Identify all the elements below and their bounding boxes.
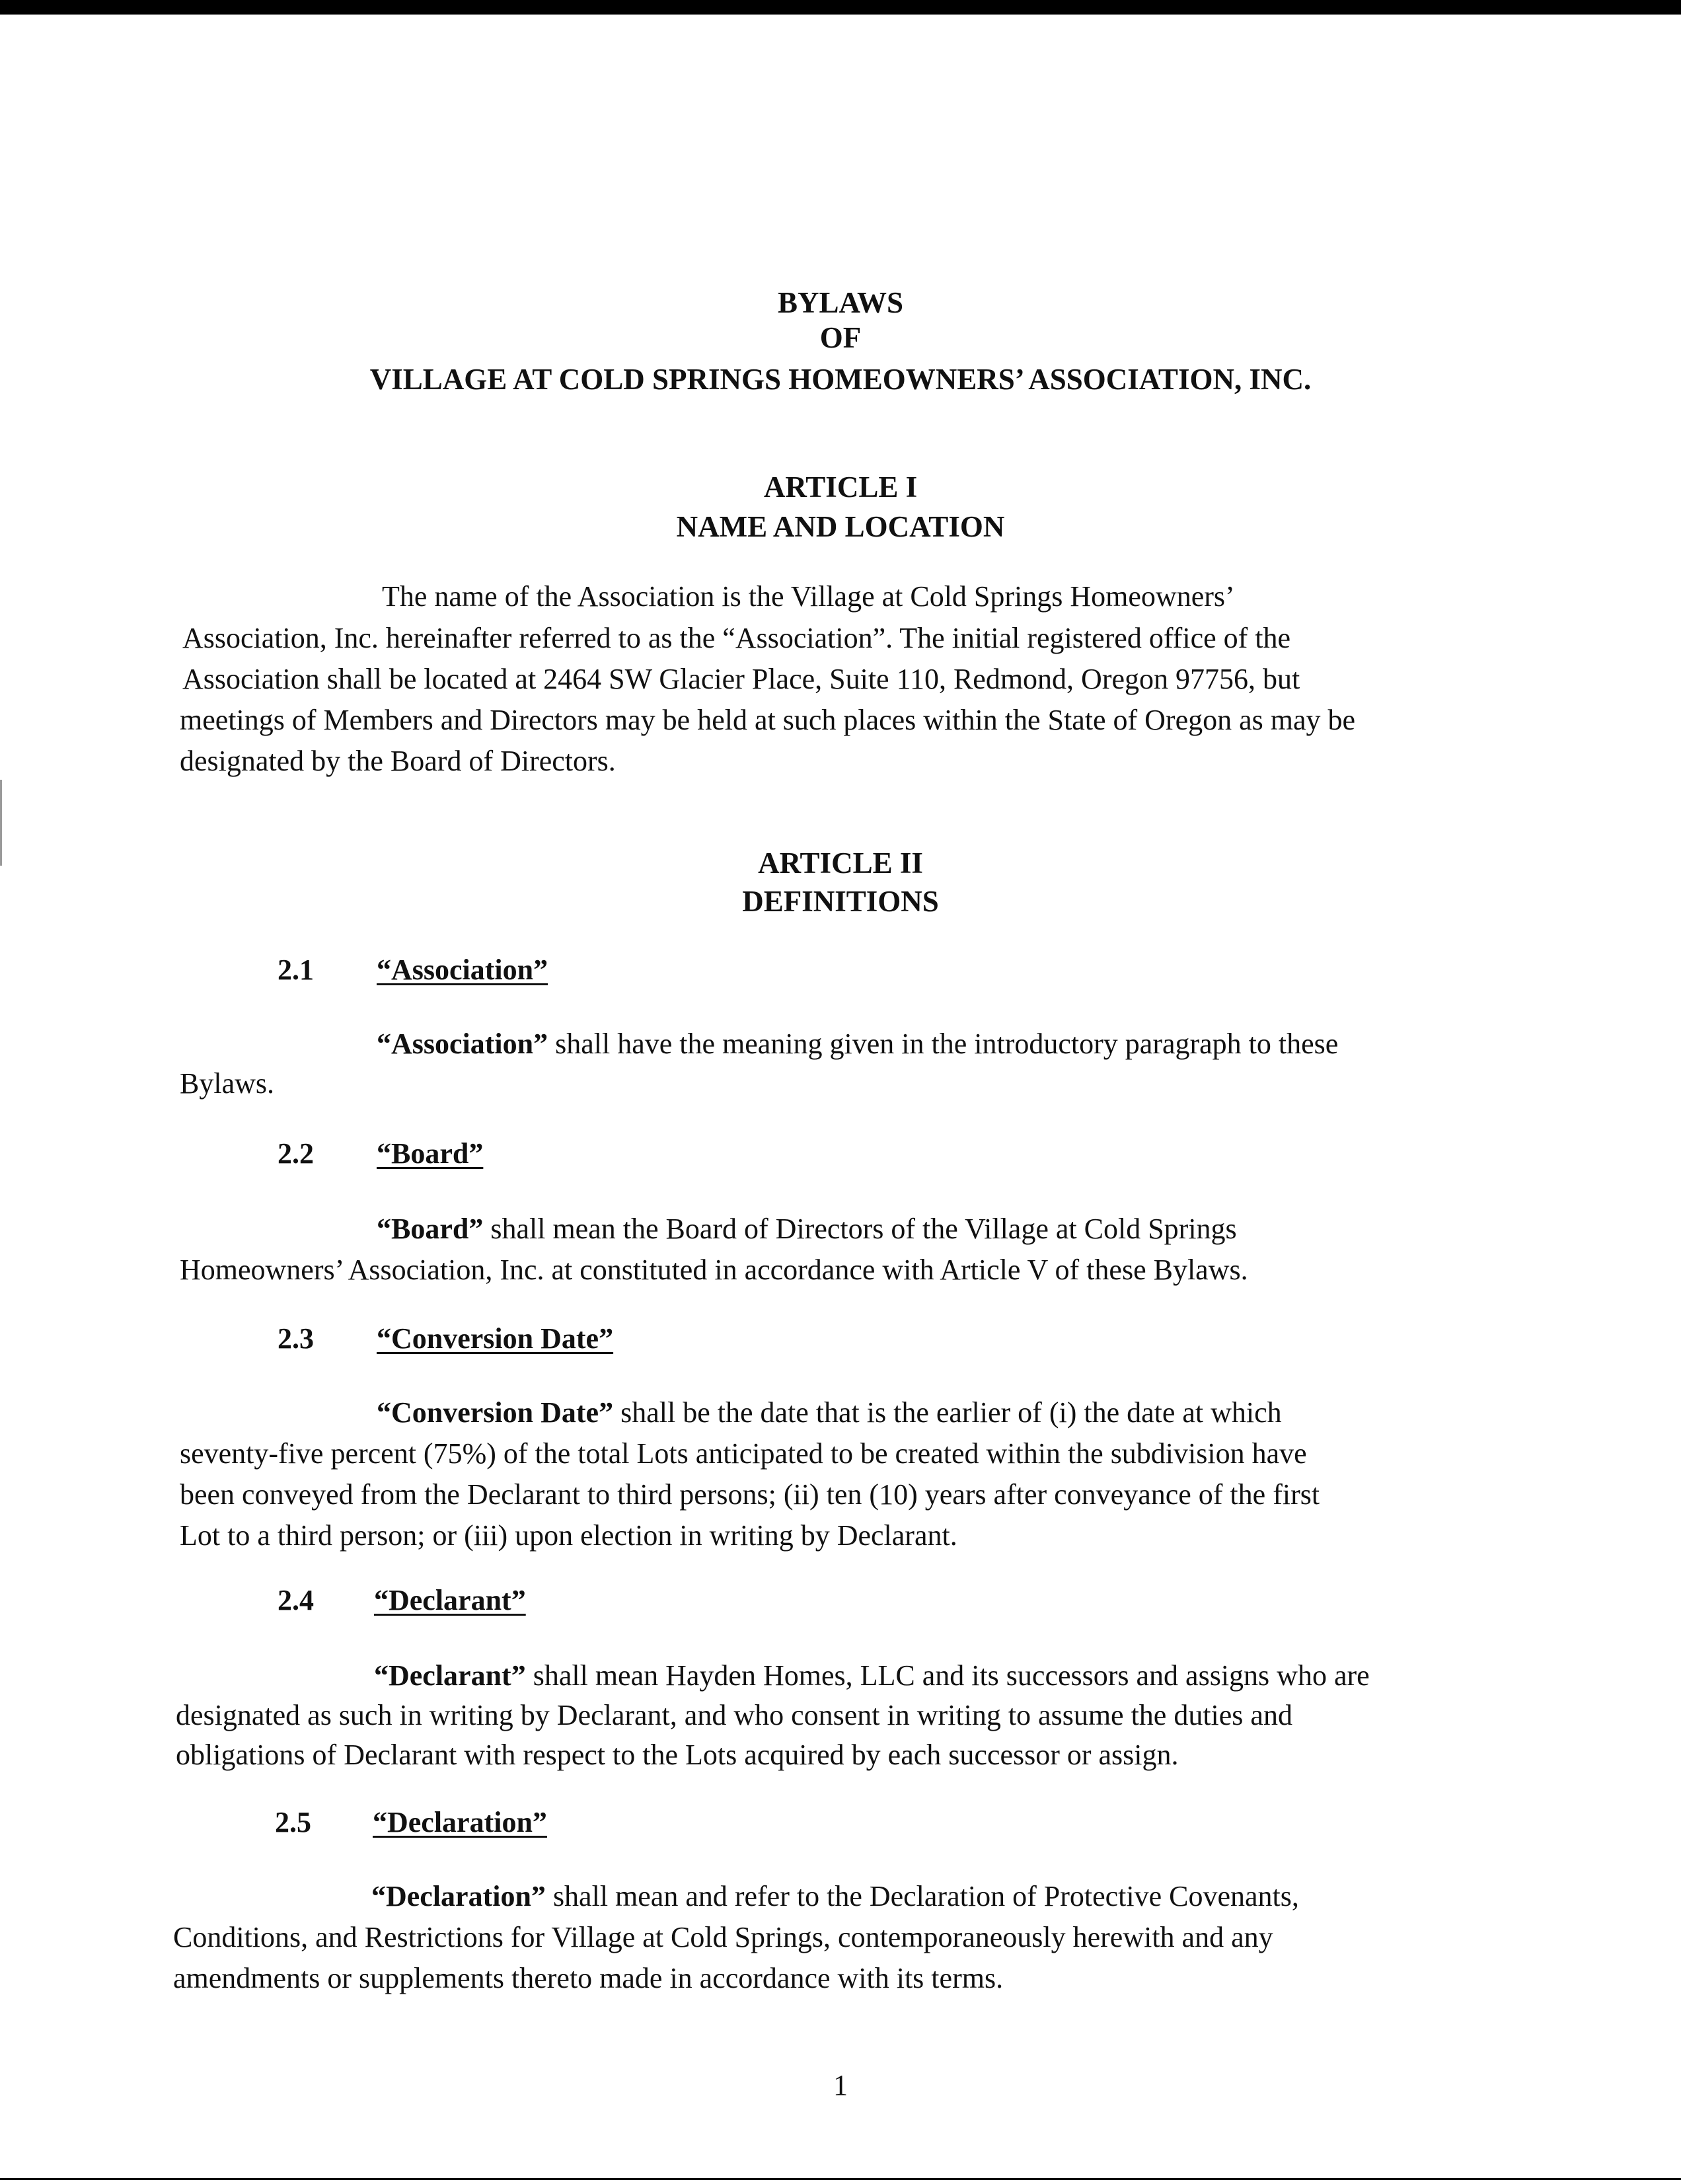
section-2-5-text-line (371, 1879, 1299, 1914)
article1-name: NAME AND LOCATION (676, 510, 1005, 543)
section-2-2-title: “Board” (377, 1137, 484, 1170)
section-2-5-text-line: amendments or supplements thereto made in accordance with its terms. (173, 1962, 1004, 1994)
section-2-4-text: shall mean Hayden Homes, LLC and its successors and assigns who are (525, 1659, 1370, 1692)
section-2-1-text-line: Bylaws. (180, 1067, 274, 1100)
section-2-5-number: 2.5 (275, 1806, 311, 1838)
section-2-1-text-line (377, 1027, 1338, 1061)
doc-title-line1: BYLAWS (777, 286, 904, 319)
page-number: 1 (833, 2069, 848, 2101)
article1-text-line: Association shall be located at 2464 SW Glacier Place, Suite 110, Redmond, Oregon 97756, but (182, 663, 1300, 695)
section-2-3-text: shall be the date that is the earlier of (i) the date at which (613, 1396, 1282, 1429)
section-2-5-title: “Declaration” (373, 1806, 547, 1838)
article1-text-line: Association, Inc. hereinafter referred to as the “Association”. The initial registered office of the (182, 622, 1291, 654)
section-2-4-text-line: obligations of Declarant with respect to the Lots acquired by each successor or assign. (176, 1739, 1179, 1771)
section-2-4-number: 2.4 (278, 1584, 314, 1616)
section-2-3-text-line: seventy-five percent (75%) of the total Lots anticipated to be created within the subdivision have (180, 1437, 1307, 1470)
section-2-5-text: shall mean and refer to the Declaration of Protective Covenants, (545, 1880, 1299, 1912)
article1-number: ARTICLE I (763, 471, 918, 504)
section-2-3-term: “Conversion Date” (377, 1396, 614, 1429)
section-2-5-text-line: Conditions, and Restrictions for Village at Cold Springs, contemporaneously herewith and any (173, 1921, 1273, 1953)
section-2-2-term: “Board” (377, 1213, 484, 1245)
section-2-4-text-line: designated as such in writing by Declarant, and who consent in writing to assume the duties and (176, 1699, 1292, 1731)
doc-title-line3: VILLAGE AT COLD SPRINGS HOMEOWNERS’ ASSOCIATION, INC. (369, 363, 1312, 396)
section-2-3-text-line: been conveyed from the Declarant to third persons; (ii) ten (10) years after conveyance of the first (180, 1478, 1320, 1511)
section-2-1-number: 2.1 (278, 954, 314, 986)
section-2-1-text: shall have the meaning given in the introductory paragraph to these (548, 1028, 1339, 1060)
section-2-4-text-line (374, 1659, 1370, 1693)
section-2-3-number: 2.3 (278, 1322, 314, 1355)
section-2-2-number: 2.2 (278, 1137, 314, 1170)
article2-name: DEFINITIONS (742, 885, 939, 918)
section-2-2-text-line (377, 1212, 1237, 1246)
section-2-3-text-line: Lot to a third person; or (iii) upon election in writing by Declarant. (180, 1519, 957, 1552)
doc-title-line2: OF (819, 321, 862, 354)
section-2-2-text: shall mean the Board of Directors of the Village at Cold Springs (483, 1213, 1237, 1245)
section-2-4-title: “Declarant” (374, 1584, 526, 1616)
section-2-3-title: “Conversion Date” (377, 1322, 614, 1355)
section-2-2-text-line: Homeowners’ Association, Inc. at constituted in accordance with Article V of these Bylaws. (180, 1254, 1248, 1286)
section-2-3-text-line (377, 1396, 1282, 1430)
section-2-1-term: “Association” (377, 1028, 548, 1060)
section-2-4-term: “Declarant” (374, 1659, 526, 1692)
article1-text-line: designated by the Board of Directors. (180, 745, 616, 777)
section-2-1-title: “Association” (377, 954, 548, 986)
article1-text-line: meetings of Members and Directors may be held at such places within the State of Oregon as may be (180, 704, 1356, 736)
article1-text-line: The name of the Association is the Village at Cold Springs Homeowners’ (382, 580, 1235, 613)
article2-number: ARTICLE II (758, 847, 923, 880)
section-2-5-term: “Declaration” (371, 1880, 546, 1912)
